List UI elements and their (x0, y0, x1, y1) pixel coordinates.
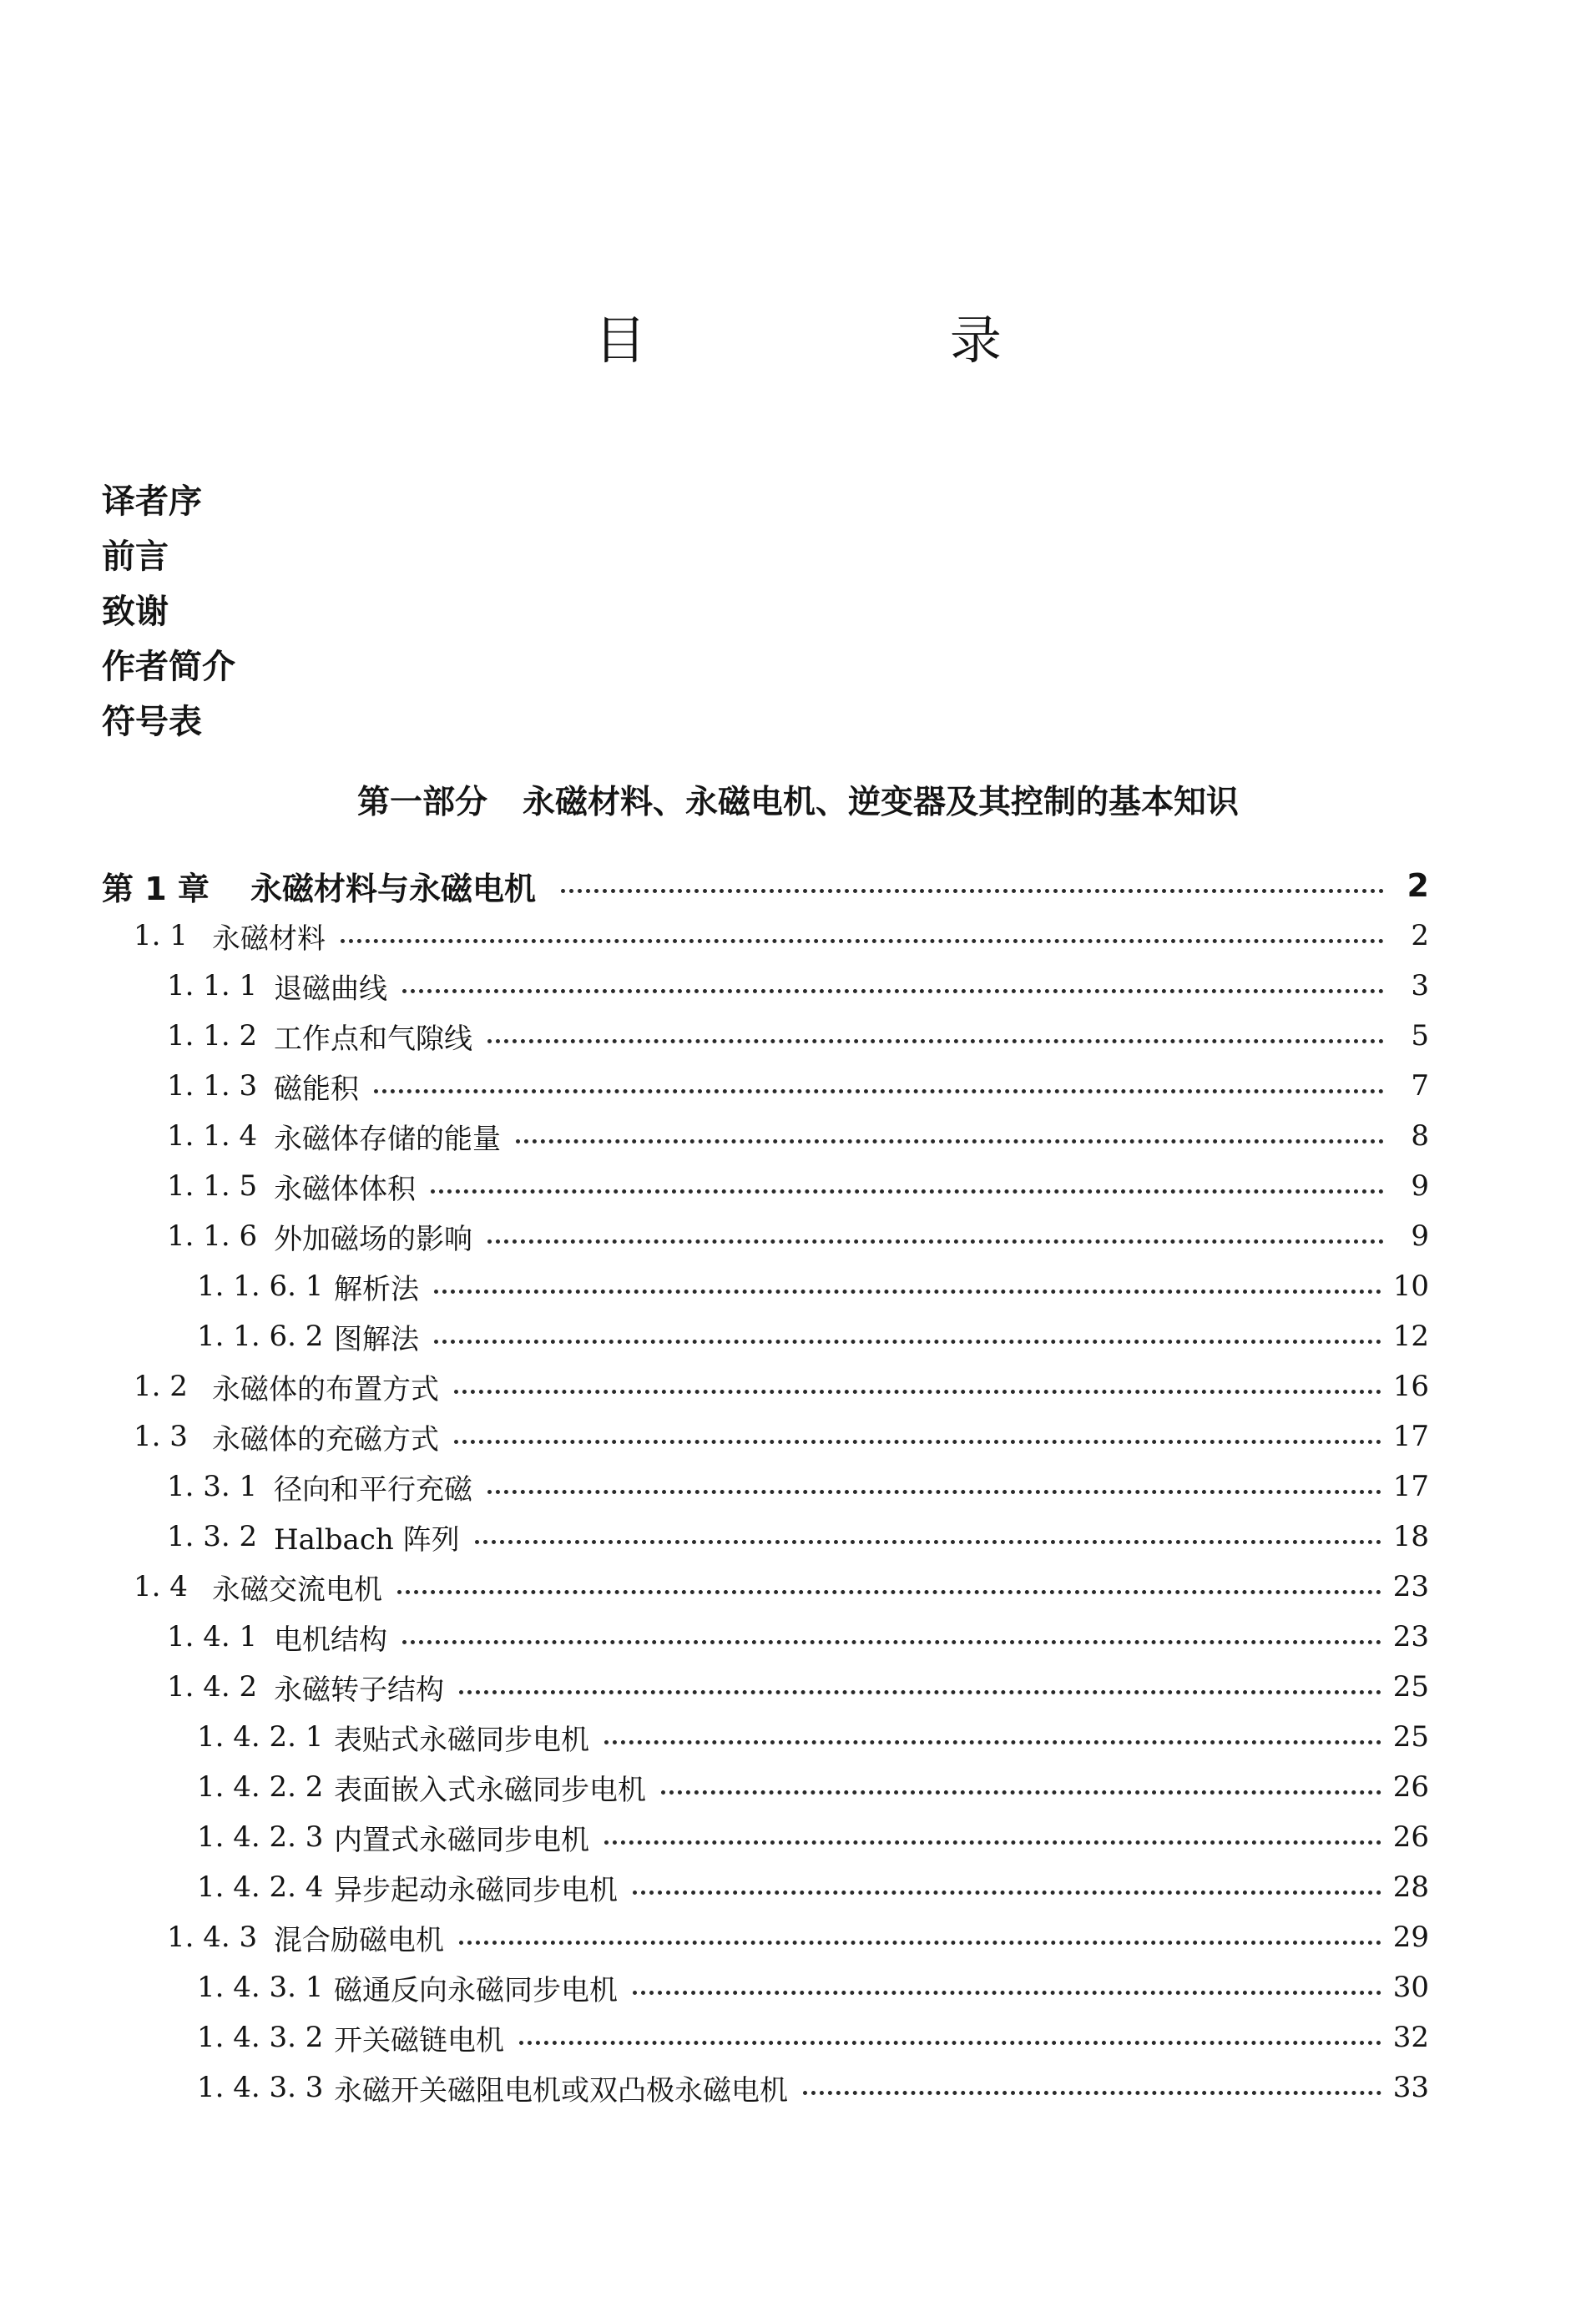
toc-entry-title: 永磁交流电机 (212, 1573, 382, 1607)
toc-entry-title: 永磁体的布置方式 (212, 1372, 439, 1406)
toc-entry-number: 1. 4. 2. 4 (197, 1870, 324, 1904)
toc-entry-title: 开关磁链电机 (334, 2023, 504, 2057)
toc-entry-number: 1. 4. 2 (167, 1670, 258, 1704)
toc-dot-leader (633, 1891, 1381, 1895)
toc-entry[interactable] (0, 1862, 1596, 1912)
front-matter-list (102, 474, 235, 750)
toc-page-number: 29 (1392, 1921, 1429, 1954)
toc-entry-number: 1. 1. 6. 2 (197, 1320, 324, 1353)
toc-entry[interactable] (0, 2012, 1596, 2062)
toc-entry-number: 1. 3 (134, 1420, 188, 1453)
toc-entry-number: 1. 1. 5 (167, 1169, 258, 1203)
part-title: 永磁材料、永磁电机、逆变器及其控制的基本知识 (523, 784, 1240, 821)
toc-entry-number: 1. 1. 1 (167, 969, 258, 1002)
toc-entry[interactable] (0, 1261, 1596, 1311)
toc-entry-title: 外加磁场的影响 (274, 1222, 472, 1256)
toc-entry[interactable] (0, 1712, 1596, 1762)
part-heading (0, 778, 1596, 828)
toc-entry-title: 表面嵌入式永磁同步电机 (334, 1773, 646, 1807)
toc-entry-title: 磁能积 (274, 1072, 359, 1106)
toc-entry[interactable] (0, 1411, 1596, 1461)
toc-dot-leader (454, 1440, 1381, 1444)
toc-entry-number: 1. 1 (134, 919, 188, 952)
toc-entry-title: 径向和平行充磁 (274, 1472, 472, 1507)
toc-entry-title: Halbach 阵列 (274, 1522, 460, 1557)
toc-entry-number: 1. 4. 2. 1 (197, 1720, 324, 1754)
toc-entry[interactable] (0, 1361, 1596, 1411)
front-matter-item[interactable]: 译者序 (102, 482, 202, 521)
toc-dot-leader (519, 2041, 1381, 2045)
toc-entry[interactable] (0, 1662, 1596, 1712)
toc-entry[interactable] (0, 1461, 1596, 1512)
toc-entry-number: 1. 4 (134, 1570, 188, 1603)
toc-dot-leader (397, 1590, 1381, 1594)
toc-entry-title: 解析法 (334, 1272, 419, 1306)
toc-chapter-entry[interactable] (0, 861, 1596, 911)
toc-dot-leader (661, 1790, 1381, 1795)
toc-entry[interactable] (0, 1912, 1596, 1962)
toc-dot-leader (487, 1039, 1384, 1043)
toc-entry-number: 1. 4. 3. 3 (197, 2071, 324, 2104)
toc-page-number: 2 (1411, 919, 1429, 952)
toc-dot-leader (402, 1640, 1381, 1644)
toc-dot-leader (459, 1941, 1381, 1945)
toc-entry-number: 1. 4. 2. 2 (197, 1770, 324, 1804)
toc-entry-number: 1. 2 (134, 1370, 188, 1403)
toc-entry[interactable] (0, 1161, 1596, 1211)
toc-entry-title: 永磁材料 (212, 921, 326, 956)
toc-entry-title: 永磁开关磁阻电机或双凸极永磁电机 (334, 2073, 788, 2108)
toc-entry-number: 1. 4. 3. 1 (197, 1971, 324, 2004)
toc-entry-title: 永磁体体积 (274, 1172, 416, 1206)
toc-dot-leader (434, 1290, 1381, 1294)
toc-entry[interactable] (0, 1612, 1596, 1662)
toc-entry-number: 1. 1. 3 (167, 1069, 258, 1103)
toc-dot-leader (803, 2091, 1381, 2095)
toc-entry-number: 1. 1. 6 (167, 1219, 258, 1253)
toc-page-number: 17 (1392, 1420, 1429, 1453)
toc-page-number: 3 (1411, 969, 1429, 1002)
toc-entry[interactable] (0, 1061, 1596, 1111)
toc-page-number: 28 (1392, 1870, 1429, 1904)
toc-dot-leader (561, 889, 1384, 893)
toc-entry-title: 永磁体的充磁方式 (212, 1422, 439, 1456)
toc-entry-title: 永磁体存储的能量 (274, 1122, 501, 1156)
toc-entry[interactable] (0, 1211, 1596, 1261)
toc-entry-title: 永磁材料与永磁电机 (250, 870, 537, 907)
toc-entry-title: 内置式永磁同步电机 (334, 1823, 589, 1857)
toc-entry-number: 1. 3. 1 (167, 1470, 258, 1503)
toc-page-number: 33 (1392, 2071, 1429, 2104)
toc-dot-leader (633, 1991, 1381, 1995)
toc-page-number: 30 (1392, 1971, 1429, 2004)
toc-entry[interactable] (0, 1962, 1596, 2012)
toc-entry-number: 1. 4. 2. 3 (197, 1820, 324, 1854)
toc-dot-leader (341, 939, 1384, 943)
toc-entry-title: 工作点和气隙线 (274, 1022, 472, 1056)
front-matter-item[interactable]: 前言 (102, 538, 169, 576)
toc-page-number: 18 (1392, 1520, 1429, 1553)
toc-page-number: 26 (1392, 1770, 1429, 1804)
toc-entry-number: 1. 4. 1 (167, 1620, 258, 1653)
toc-page-number: 8 (1411, 1119, 1429, 1153)
toc-entry-number: 1. 1. 6. 1 (197, 1270, 324, 1303)
toc-page-number: 25 (1392, 1720, 1429, 1754)
toc-dot-leader (402, 989, 1384, 993)
toc-page-number: 25 (1392, 1670, 1429, 1704)
toc-page-number: 9 (1411, 1169, 1429, 1203)
toc-page-number: 9 (1411, 1219, 1429, 1253)
toc-page-number: 2 (1407, 867, 1429, 904)
toc-dot-leader (487, 1490, 1381, 1494)
toc-dot-leader (604, 1840, 1381, 1845)
toc-page-number: 7 (1411, 1069, 1429, 1103)
toc-entry-title: 混合励磁电机 (274, 1923, 444, 1957)
toc-dot-leader (604, 1740, 1381, 1744)
front-matter-item[interactable]: 致谢 (102, 593, 169, 631)
toc-entry[interactable] (0, 1311, 1596, 1361)
toc-entry-number: 1. 4. 3. 2 (197, 2021, 324, 2054)
toc-entry[interactable] (0, 1011, 1596, 1061)
toc-dot-leader (487, 1239, 1384, 1244)
toc-entry-title: 磁通反向永磁同步电机 (334, 1973, 618, 2007)
front-matter-item[interactable]: 作者简介 (102, 648, 235, 686)
toc-dot-leader (434, 1340, 1381, 1344)
toc-entry[interactable] (0, 1812, 1596, 1862)
toc-entry[interactable] (0, 1111, 1596, 1161)
toc-dot-leader (459, 1690, 1381, 1694)
toc-entry[interactable] (0, 1512, 1596, 1562)
toc-entry-title: 退磁曲线 (274, 972, 387, 1006)
toc-page-number: 10 (1392, 1270, 1429, 1303)
toc-entry[interactable] (0, 1562, 1596, 1612)
toc-page-number: 5 (1411, 1019, 1429, 1053)
toc-dot-leader (431, 1189, 1384, 1194)
part-label: 第一部分 (356, 784, 487, 821)
toc-page-number: 23 (1392, 1620, 1429, 1653)
toc-entry[interactable] (0, 961, 1596, 1011)
toc-entry-number: 1. 4. 3 (167, 1921, 258, 1954)
toc-entry-number: 1. 1. 2 (167, 1019, 258, 1053)
toc-page-number: 26 (1392, 1820, 1429, 1854)
toc-entry-number: 1. 1. 4 (167, 1119, 258, 1153)
toc-page-number: 17 (1392, 1470, 1429, 1503)
toc-entry[interactable] (0, 911, 1596, 961)
toc-page-number: 23 (1392, 1570, 1429, 1603)
toc-entry-title: 图解法 (334, 1322, 419, 1356)
toc-entry-title: 永磁转子结构 (274, 1673, 444, 1707)
toc-entry-title: 电机结构 (274, 1623, 387, 1657)
toc-dot-leader (516, 1139, 1384, 1143)
toc-dot-leader (374, 1089, 1384, 1093)
toc-page-number: 32 (1392, 2021, 1429, 2054)
toc-list (0, 861, 1596, 2113)
toc-entry-title: 异步起动永磁同步电机 (334, 1873, 618, 1907)
page-title: 目 录 (594, 310, 1145, 371)
toc-entry-number: 第 1 章 (102, 870, 210, 907)
toc-entry-title: 表贴式永磁同步电机 (334, 1723, 589, 1757)
toc-dot-leader (454, 1390, 1381, 1394)
front-matter-item[interactable]: 符号表 (102, 703, 202, 741)
toc-page-number: 16 (1392, 1370, 1429, 1403)
toc-entry-number: 1. 3. 2 (167, 1520, 258, 1553)
toc-dot-leader (475, 1540, 1381, 1544)
toc-page-number: 12 (1392, 1320, 1429, 1353)
toc-entry[interactable] (0, 2062, 1596, 2113)
toc-entry[interactable] (0, 1762, 1596, 1812)
